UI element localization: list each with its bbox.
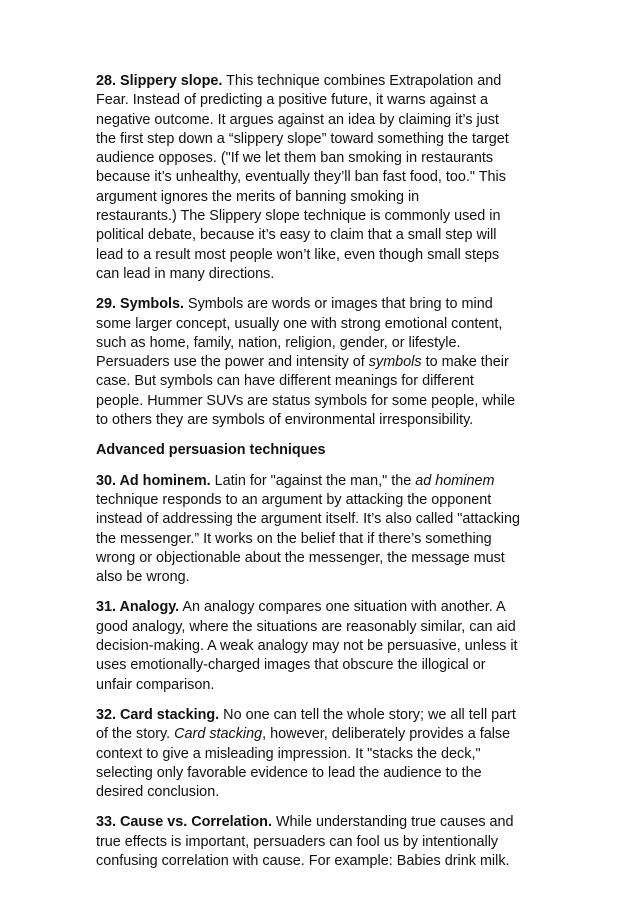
paragraph-text: technique responds to an argument by attacking the opponent instead of addressing the argument itself. It’s also called "attacking the messenger.” It works on the belief that if there’s something wrong or objectionable about the messenger, the message must also be wrong.	[96, 491, 521, 586]
paragraph-analogy	[96, 598, 546, 694]
paragraph-symbols	[96, 295, 546, 430]
paragraph-text: While understanding true causes and true effects is important, persuaders can fool us by intentionally confusing correlation with cause. For example: Babies drink milk.	[96, 814, 514, 869]
term-title: 28. Slippery slope.	[96, 73, 223, 89]
paragraph-slippery-slope	[96, 72, 546, 284]
term-title: 32. Card stacking.	[96, 706, 220, 723]
paragraph-cause-vs-correlation	[96, 813, 546, 871]
document-page	[96, 72, 546, 882]
section-heading: Advanced persuasion techniques	[96, 442, 326, 459]
paragraph-ad-hominem	[96, 472, 546, 588]
term-title: 29. Symbols.	[96, 296, 184, 313]
term-title: 30. Ad hominem.	[96, 472, 211, 489]
paragraph-card-stacking	[96, 706, 546, 802]
emphasis-text: symbols	[368, 354, 422, 371]
paragraph-text: to make their case. But symbols can have different meanings for different people. Hummer SUVs are status symbols for some people, while to others they are symbols of environmental irresponsibility.	[96, 354, 516, 429]
paragraph-text: Symbols are words or images that bring to mind some larger concept, usually one with strong emotional content, such as home, family, nation, religion, gender, or lifestyle. Persuaders use the power and intensity of	[96, 296, 503, 371]
paragraph-text: An analogy compares one situation with another. A good analogy, where the situations are reasonably similar, can aid decision-making. A weak analogy may not be persuasive, unless it uses emotionally-charged images that obscure the illogical or unfair comparison.	[96, 599, 518, 693]
emphasis-text: ad hominem	[415, 472, 495, 489]
paragraph-text: , however, deliberately provides a false context to give a misleading impression. It "stacks the deck," selecting only favorable evidence to lead the audience to the desired conclusion.	[96, 726, 511, 801]
paragraph-text: No one can tell the whole story; we all tell part of the story.	[96, 706, 516, 743]
term-title: 31. Analogy.	[96, 599, 180, 616]
paragraph-text: This technique combines Extrapolation and Fear. Instead of predicting a positive future, it warns against a negative outcome. It argues against an idea by claiming it’s just the first step down a “slippery slope” toward something the target audience opposes. ("If we let them ban smoking in restaurants because it’s unhealthy, eventually they’ll ban fast food, too." This argument ignores the merits of banning smoking in restaurants.) The Slippery slope technique is commonly used in political debate, because it’s easy to claim that a small step will lead to a result most people won’t like, even though small steps can lead in many directions.	[96, 73, 509, 282]
emphasis-text: Card stacking	[174, 726, 263, 743]
paragraph-text: Latin for "against the man," the	[214, 472, 416, 489]
term-title: 33. Cause vs. Correlation.	[96, 814, 272, 831]
